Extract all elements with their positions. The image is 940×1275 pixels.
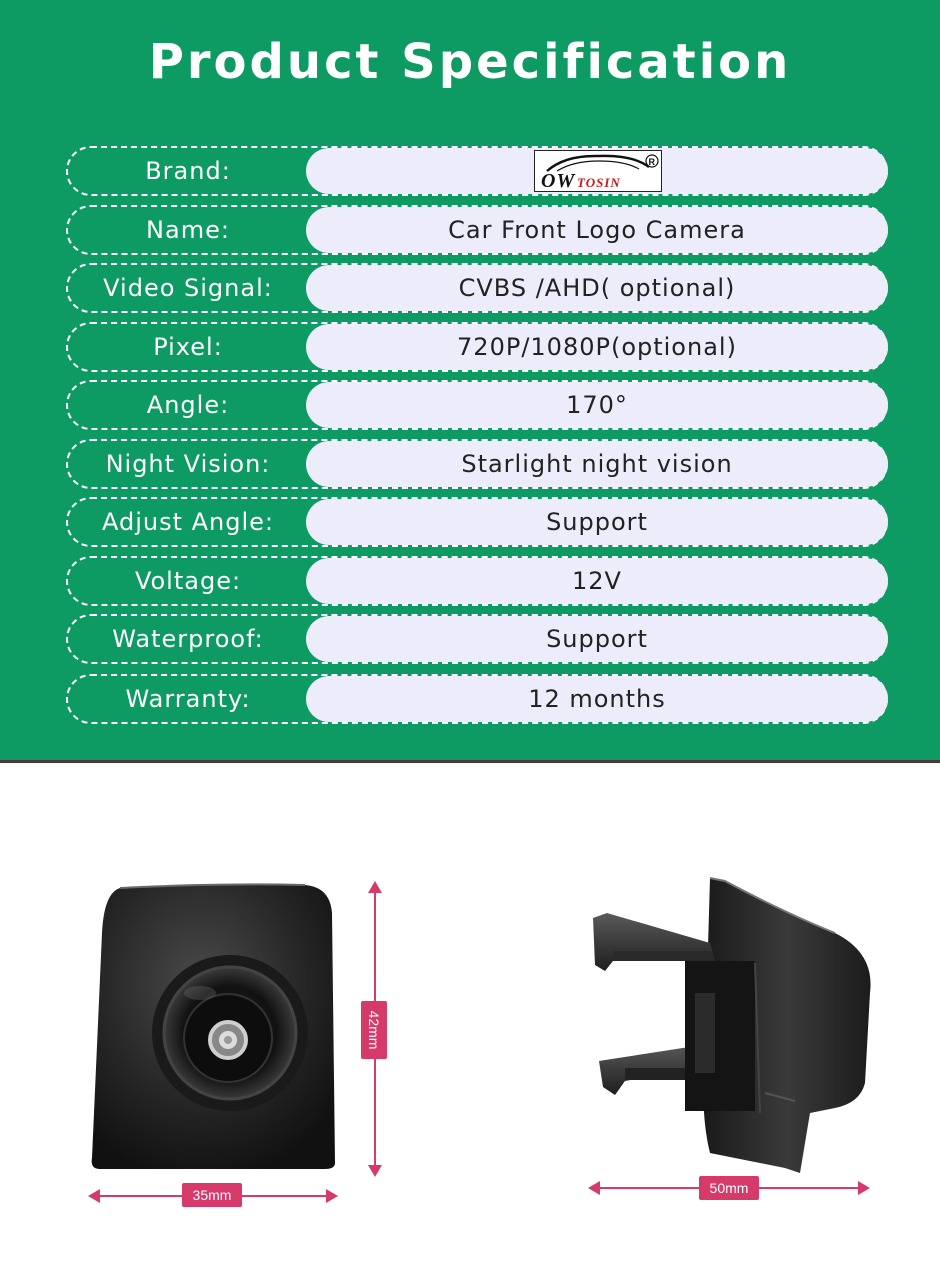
spec-value: 12 months <box>306 676 888 722</box>
brand-logo-tosin: TOSIN <box>577 175 621 190</box>
spec-label: Adjust Angle: <box>101 508 275 536</box>
spec-row-video-signal <box>66 263 888 313</box>
page-title: Product Specification <box>148 34 792 90</box>
spec-row-pixel <box>66 322 888 372</box>
spec-value: Starlight night vision <box>306 441 888 487</box>
spec-value <box>306 148 888 194</box>
svg-text:R: R <box>648 157 656 167</box>
spec-row-brand <box>66 146 888 196</box>
spec-row-angle <box>66 380 888 430</box>
side-width-dimension-label: 50mm <box>699 1176 759 1200</box>
camera-side-view <box>585 873 875 1173</box>
spec-label: Waterproof: <box>112 625 264 653</box>
spec-label: Name: <box>146 216 230 244</box>
product-photos <box>0 763 940 1275</box>
camera-front-view <box>80 873 350 1183</box>
spec-label: Voltage: <box>134 567 242 595</box>
spec-row-adjust-angle <box>66 497 888 547</box>
spec-row-warranty <box>66 674 888 724</box>
spec-value: 12V <box>306 558 888 604</box>
spec-value: 720P/1080P(optional) <box>306 324 888 370</box>
brand-logo <box>534 150 662 192</box>
spec-row-waterproof <box>66 614 888 664</box>
spec-row-night-vision <box>66 439 888 489</box>
spec-row-name <box>66 205 888 255</box>
spec-value: Support <box>306 616 888 662</box>
spec-label: Brand: <box>145 157 231 185</box>
height-dimension-badge <box>361 1001 387 1059</box>
spec-label: Video Signal: <box>103 274 273 302</box>
brand-logo-graphic <box>535 151 663 193</box>
spec-value: Car Front Logo Camera <box>306 207 888 253</box>
spec-label: Night Vision: <box>105 450 271 478</box>
spec-value: CVBS /AHD( optional) <box>306 265 888 311</box>
spec-value: Support <box>306 499 888 545</box>
spec-label: Warranty: <box>125 685 251 713</box>
brand-logo-ow: OW <box>541 170 576 192</box>
front-width-dimension-label: 35mm <box>182 1183 242 1207</box>
spec-value: 170° <box>306 382 888 428</box>
spec-label: Pixel: <box>153 333 223 361</box>
height-dimension-label: 42mm <box>366 1010 382 1050</box>
spec-label: Angle: <box>146 391 230 419</box>
spec-row-voltage <box>66 556 888 606</box>
